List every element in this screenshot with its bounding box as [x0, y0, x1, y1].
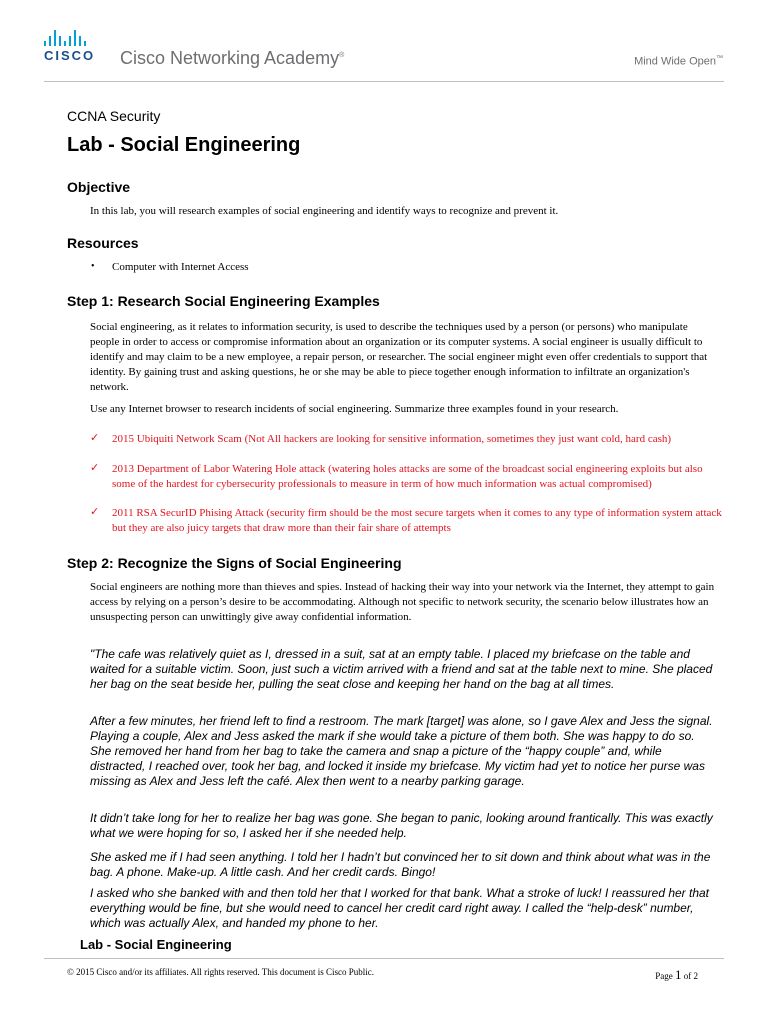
- cisco-wordmark: CISCO: [44, 48, 96, 63]
- answer-example: 2011 RSA SecurID Phising Attack (security firm should be the most secure targets when it comes to any type of information system attack but they are also juicy targets that draw more than their fair share of attempts: [112, 507, 722, 534]
- checkmark-icon: ✓: [90, 506, 100, 518]
- objective-text: In this lab, you will research examples of social engineering and identify ways to recognize and prevent it.: [90, 205, 559, 217]
- resources-heading: Resources: [67, 235, 139, 251]
- academy-name: Cisco Networking Academy®: [120, 48, 345, 68]
- header-divider: [44, 81, 724, 82]
- step1-heading: Step 1: Research Social Engineering Examples: [67, 293, 380, 309]
- checkmark-icon: ✓: [90, 432, 100, 444]
- footer-divider: [44, 958, 724, 959]
- copyright-notice: © 2015 Cisco and/or its affiliates. All rights reserved. This document is Cisco Public.: [67, 967, 374, 977]
- tagline: Mind Wide Open™: [634, 55, 723, 68]
- scenario-paragraph: She asked me if I had seen anything. I told her I hadn’t but convinced her to sit down and think about what was in the bag. A phone. Make-up. A little cash. And her credit cards. Bingo!: [90, 850, 711, 879]
- page-title: Lab - Social Engineering: [67, 134, 301, 156]
- course-name: CCNA Security: [67, 108, 161, 124]
- checkmark-icon: ✓: [90, 462, 100, 474]
- step2-intro: Social engineers are nothing more than thieves and spies. Instead of hacking their way into your network via the Internet, they attempt to gain access by relying on a person’s desire to be accommodating. Although not specific to network security, the scenario below illustrates how an unsuspecting person can unwittingly give away confidential information.: [90, 581, 715, 623]
- objective-heading: Objective: [67, 179, 131, 195]
- bullet-icon: •: [91, 261, 95, 272]
- scenario-paragraph: I asked who she banked with and then told her that I worked for that bank. What a stroke of luck! I reassured her that everything would be fine, but she would need to cancel her credit card right away. I called the “help-desk” number, which was actually Alex, and handed my phone to her.: [90, 886, 710, 930]
- page-number: Page 1 of 2: [655, 967, 698, 982]
- step1-paragraph: Social engineering, as it relates to information security, is used to describe the techniques used by a person (or persons) who manipulate people in order to access or compromise information about an organization or its computer systems. A social engineer is usually difficult to identify and may claim to be a new employee, a repair person, or researcher. The social engineer might even offer credentials to support that identity. By gaining trust and asking questions, he or she may be able to piece together enough information to infiltrate an organization's network.: [90, 321, 708, 393]
- cisco-bars-icon: [44, 30, 95, 46]
- cisco-logo: [44, 30, 95, 63]
- step2-heading: Step 2: Recognize the Signs of Social Engineering: [67, 555, 402, 571]
- scenario-paragraph: "The cafe was relatively quiet as I, dressed in a suit, sat at an empty table. I placed my briefcase on the table and waited for a suitable victim. Soon, just such a victim arrived with a friend and sat at the table next to mine. She placed her bag on the seat beside her, pulling the seat close and keeping her hand on the bag at all times.: [90, 647, 713, 691]
- footer-title: Lab - Social Engineering: [80, 937, 232, 952]
- resource-item: Computer with Internet Access: [112, 261, 249, 273]
- answer-example: 2013 Department of Labor Watering Hole attack (watering holes attacks are some of the broadcast social engineering exploits but also some of the hardest for cybersecurity professionals to measure in term of how much information was actual compromised): [112, 463, 703, 490]
- scenario-paragraph: After a few minutes, her friend left to find a restroom. The mark [target] was alone, so I gave Alex and Jess the signal. Playing a couple, Alex and Jess asked the mark if she would take a picture of them both. She was happy to do so. She removed her hand from her bag to take the camera and snap a picture of the “happy couple” and, while distracted, I reached over, took her bag, and locked it inside my briefcase. My victim had yet to notice her purse was missing as Alex and Jess left the café. Alex then went to a nearby parking garage.: [90, 714, 713, 788]
- answer-example: 2015 Ubiquiti Network Scam (Not All hackers are looking for sensitive information, sometimes they just want cold, hard cash): [112, 433, 672, 445]
- step1-instruction: Use any Internet browser to research incidents of social engineering. Summarize three examples found in your research.: [90, 403, 619, 415]
- scenario-paragraph: It didn’t take long for her to realize her bag was gone. She began to panic, looking around frantically. This was exactly what we were hoping for so, I asked her if she needed help.: [90, 811, 713, 840]
